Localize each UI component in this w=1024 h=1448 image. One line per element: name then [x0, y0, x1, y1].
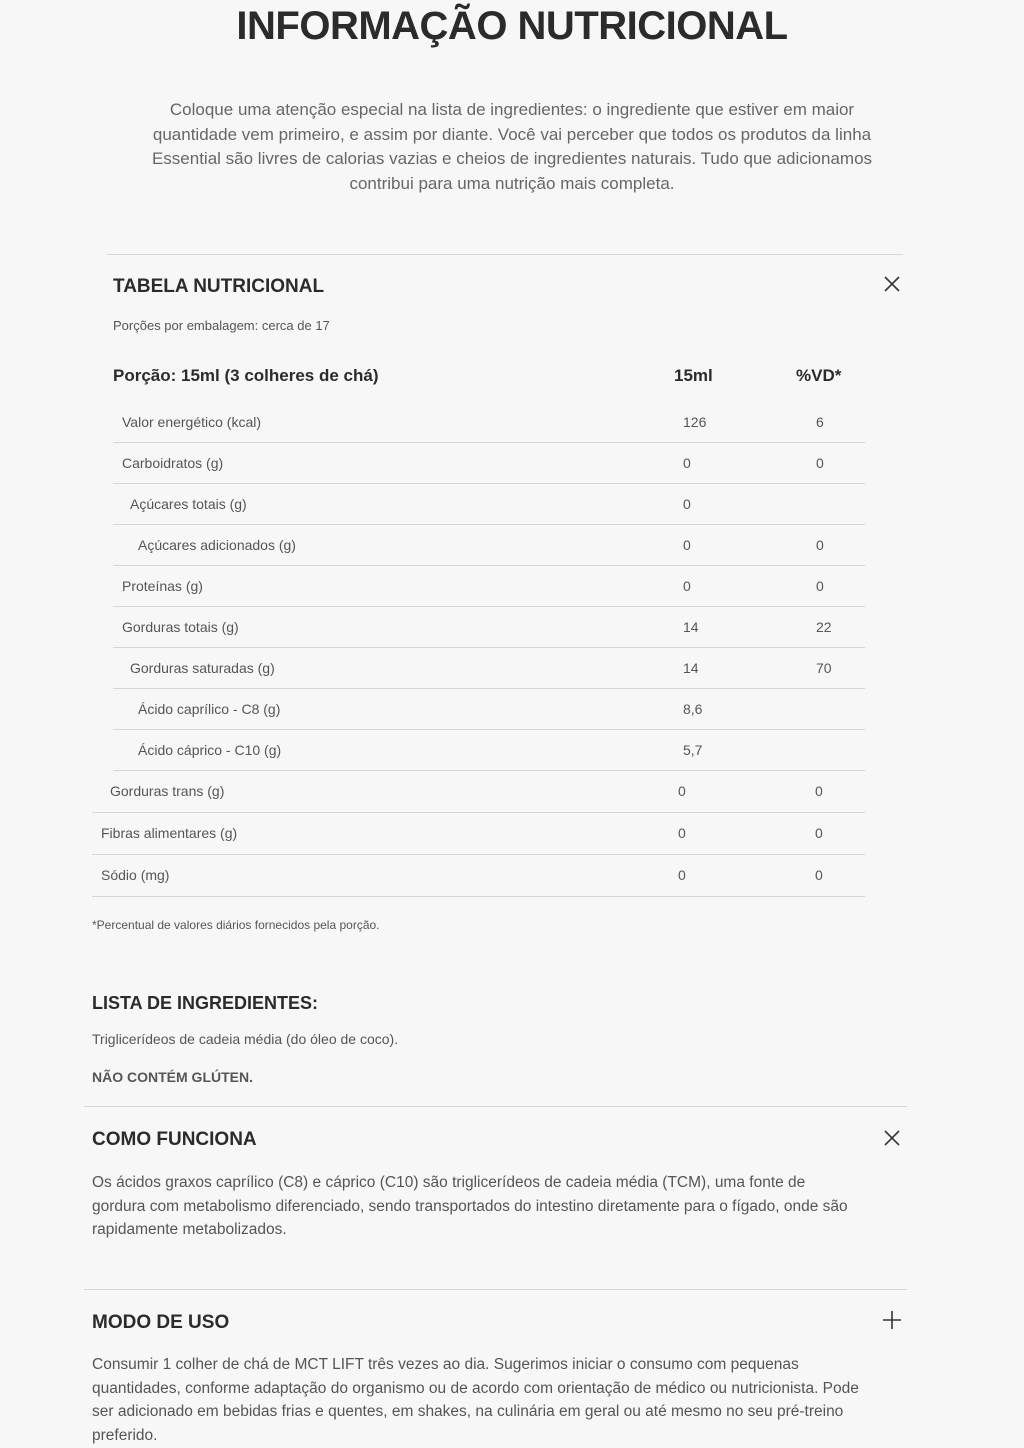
footnote: *Percentual de valores diários fornecidos pela porção. — [92, 918, 380, 932]
close-icon[interactable] — [881, 1127, 903, 1149]
nutrient-amount: 0 — [678, 867, 686, 883]
nutrient-label: Fibras alimentares (g) — [101, 825, 238, 841]
nutrient-dv: 0 — [816, 537, 824, 553]
nutrient-amount: 0 — [678, 825, 686, 841]
nutrient-label: Ácido cáprico - C10 (g) — [138, 742, 282, 758]
portion-header-row — [113, 366, 873, 392]
nutrient-amount: 0 — [683, 455, 691, 471]
nutrient-amount: 14 — [683, 660, 699, 676]
servings-per-package: Porções por embalagem: cerca de 17 — [113, 318, 330, 333]
table-row — [113, 566, 865, 607]
nutrient-amount: 0 — [683, 537, 691, 553]
gluten-notice: NÃO CONTÉM GLÚTEN. — [92, 1069, 253, 1085]
how-it-works-text: Os ácidos graxos caprílico (C8) e cáprico (C10) são triglicerídeos de cadeia média (TCM), uma fonte de gordura com metabolismo diferenciado, sendo transportados do intestino diretamente para o fígado, onde são rapidamente metabolizados. — [92, 1174, 848, 1238]
intro-text: Coloque uma atenção especial na lista de ingredientes: o ingrediente que estiver em maior quantidade vem primeiro, e assim por diante. Você vai perceber que todos os produtos da linha Essential são livres de calorias vazias e cheios de ingredientes naturais. Tudo que adicionamos contribui para uma nutrição mais completa. — [151, 100, 873, 193]
table-row — [92, 771, 865, 813]
nutrient-dv: 0 — [816, 455, 824, 471]
usage-title[interactable]: MODO DE USO — [92, 1312, 230, 1333]
ingredients-title: LISTA DE INGREDIENTES: — [92, 993, 319, 1013]
nutrient-label: Ácido caprílico - C8 (g) — [138, 701, 281, 717]
nutrient-dv: 0 — [815, 825, 823, 841]
table-row — [113, 648, 865, 689]
close-icon[interactable] — [881, 273, 903, 295]
nutrient-dv: 0 — [815, 867, 823, 883]
usage-text: Consumir 1 colher de chá de MCT LIFT três vezes ao dia. Sugerimos iniciar o consumo com pequenas quantidades, conforme adaptação do organismo ou de acordo com orientação de médico ou nutricionista. Pode ser adicionado em bebidas frias e quentes, em shakes, na culinária em geral ou até mesmo no seu pré-treino preferido. — [92, 1356, 859, 1444]
table-row — [92, 813, 865, 855]
plus-icon[interactable] — [881, 1309, 903, 1331]
nutrient-label: Açúcares adicionados (g) — [138, 537, 296, 553]
amount-column-header: 15ml — [674, 366, 713, 385]
table-row — [113, 730, 865, 771]
dv-column-header: %VD* — [796, 366, 842, 385]
nutrient-label: Açúcares totais (g) — [130, 496, 247, 512]
nutrient-label: Proteínas (g) — [122, 578, 203, 594]
nutrition-section-title[interactable]: TABELA NUTRICIONAL — [113, 276, 325, 297]
nutrient-dv: 22 — [816, 619, 832, 635]
nutrient-amount: 0 — [683, 578, 691, 594]
nutrient-amount: 0 — [678, 783, 686, 799]
nutrient-label: Gorduras totais (g) — [122, 619, 239, 635]
table-row — [113, 525, 865, 566]
how-it-works-title[interactable]: COMO FUNCIONA — [92, 1129, 257, 1150]
table-row — [113, 607, 865, 648]
nutrient-label: Sódio (mg) — [101, 867, 170, 883]
nutrient-amount: 5,7 — [683, 742, 703, 758]
table-row — [113, 402, 865, 443]
divider — [84, 1106, 907, 1107]
divider — [84, 1289, 907, 1290]
table-row — [92, 855, 865, 897]
nutrient-label: Gorduras trans (g) — [110, 783, 225, 799]
table-row — [113, 484, 865, 525]
portion-label: Porção: 15ml (3 colheres de chá) — [113, 366, 379, 385]
nutrient-label: Gorduras saturadas (g) — [130, 660, 275, 676]
table-row — [113, 689, 865, 730]
page-title: INFORMAÇÃO NUTRICIONAL — [236, 4, 788, 48]
divider — [107, 254, 903, 255]
nutrient-label: Carboidratos (g) — [122, 455, 224, 471]
nutrient-amount: 0 — [683, 496, 691, 512]
nutrient-amount: 126 — [683, 414, 707, 430]
nutrient-dv: 0 — [816, 578, 824, 594]
ingredients-text: Triglicerídeos de cadeia média (do óleo de coco). — [92, 1031, 399, 1047]
nutrient-amount: 8,6 — [683, 701, 703, 717]
nutrient-dv: 6 — [816, 414, 824, 430]
nutrient-amount: 14 — [683, 619, 699, 635]
nutrient-dv: 0 — [815, 783, 823, 799]
nutrient-label: Valor energético (kcal) — [122, 414, 262, 430]
table-row — [113, 443, 865, 484]
nutrient-dv: 70 — [816, 660, 832, 676]
